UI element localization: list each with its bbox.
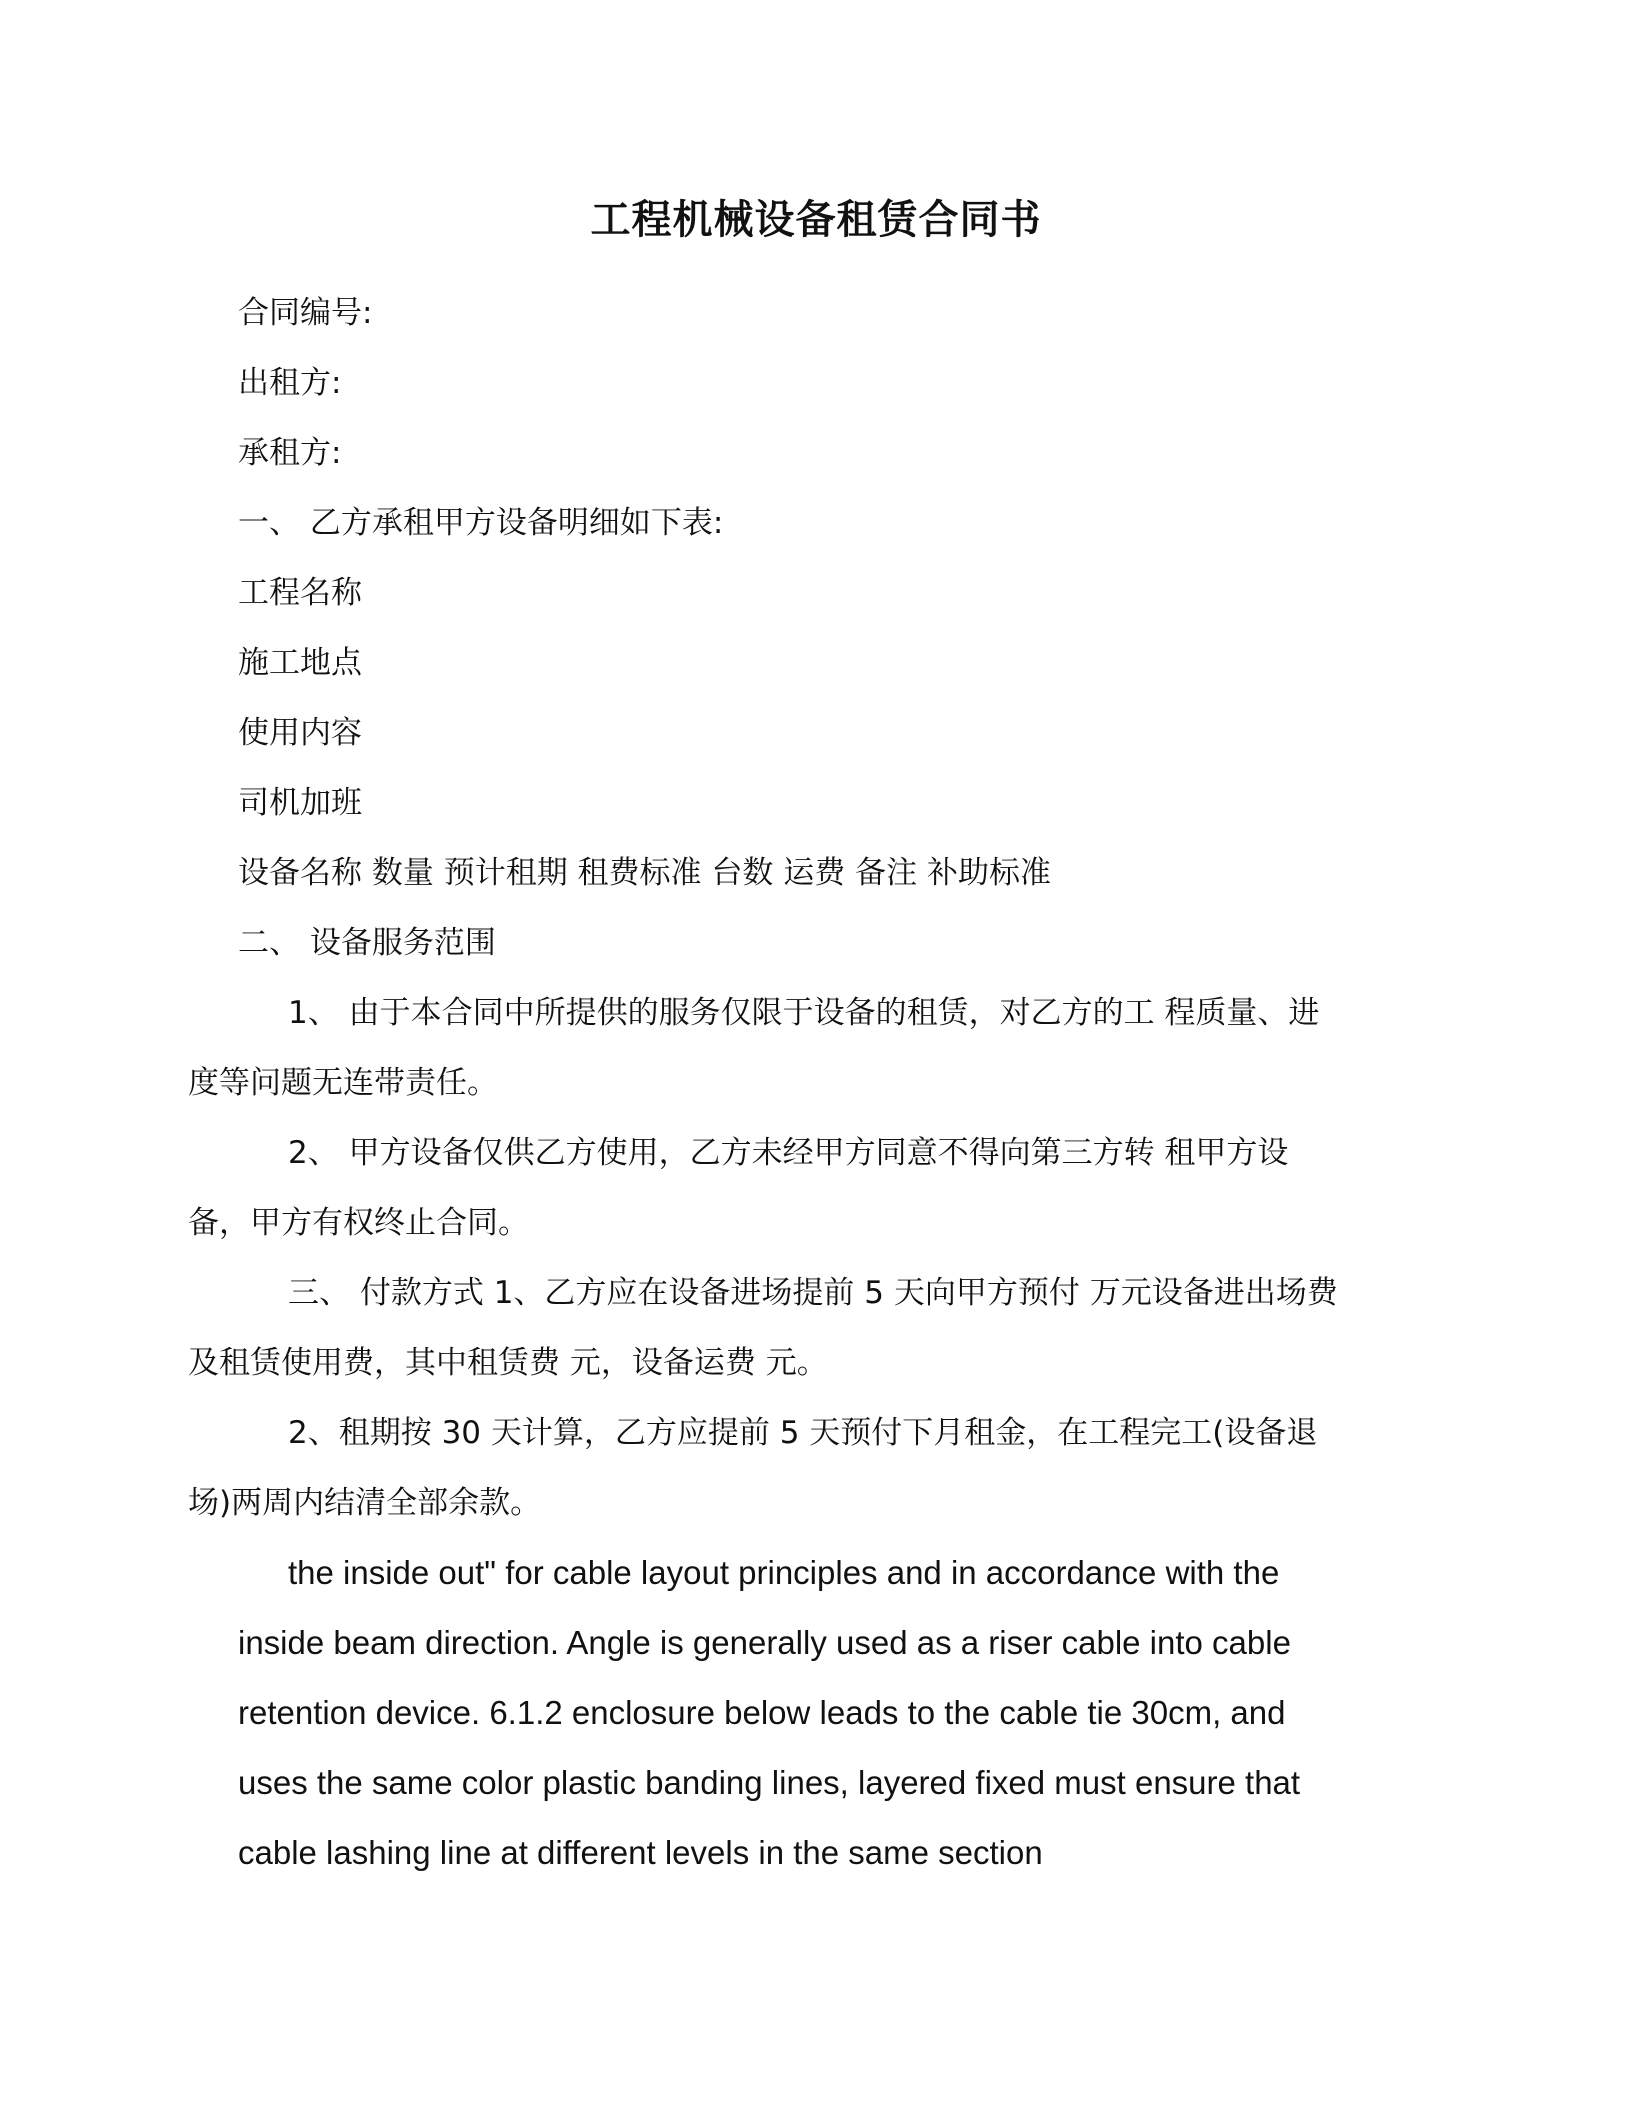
item-driver-overtime: 司机加班 <box>238 785 362 821</box>
document-body <box>238 278 1388 978</box>
section-1-heading: 一、 乙方承租甲方设备明细如下表: <box>238 505 724 541</box>
item-construction-site: 施工地点 <box>238 645 362 681</box>
contract-number-field: 合同编号: <box>238 295 373 331</box>
item-usage-content: 使用内容 <box>238 715 362 751</box>
lessee-field: 承租方: <box>238 435 342 471</box>
payment-paragraph-2: 2、租期按 30 天计算，乙方应提前 5 天预付下月租金，在工程完工(设备退场)两周内结清全部余款。 <box>188 1415 1318 1521</box>
section-2-heading: 二、 设备服务范围 <box>238 925 496 961</box>
english-paragraph: the inside out" for cable layout principles and in accordance with the inside beam direction. Angle is generally used as a riser cable into cable retention device. 6.1.2 enclosure below leads to the cable tie 30cm, and uses the same color plastic banding lines, layered fixed must ensure that cable lashing line at different levels in the same section <box>238 1554 1301 1871</box>
service-scope-paragraph-1: 1、 由于本合同中所提供的服务仅限于设备的租赁，对乙方的工 程质量、进度等问题无连带责任。 <box>188 995 1320 1101</box>
item-project-name: 工程名称 <box>238 575 362 611</box>
english-text-block <box>238 1538 1358 1888</box>
lessor-field: 出租方: <box>238 365 342 401</box>
payment-paragraph-1: 三、 付款方式 1、乙方应在设备进场提前 5 天向甲方预付 万元设备进出场费及租赁使用费，其中租赁费 元，设备运费 元。 <box>188 1275 1338 1381</box>
paragraph-block <box>188 978 1388 1538</box>
document-title: 工程机械设备租赁合同书 <box>590 197 1042 243</box>
service-scope-paragraph-2: 2、 甲方设备仅供乙方使用，乙方未经甲方同意不得向第三方转 租甲方设备，甲方有权终止合同。 <box>188 1135 1289 1241</box>
equipment-table-header: 设备名称 数量 预计租期 租费标准 台数 运费 备注 补助标准 <box>238 855 1051 891</box>
